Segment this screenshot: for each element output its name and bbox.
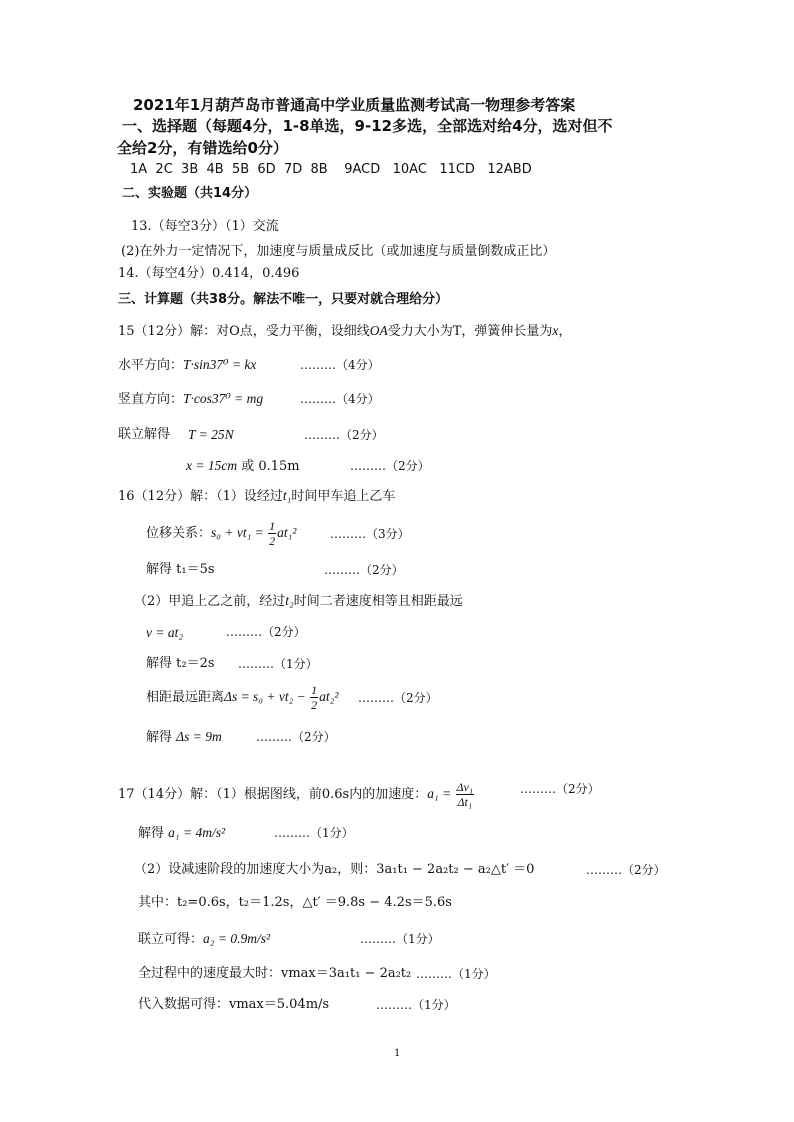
q17-intro: 17（14分）解：（1）根据图线，前0.6s内的加速度：a₁ = $\frac{\text{Δv₁}}{\text{Δt₁}}$ xyxy=(118,780,474,809)
q15-tension-points: ………（2分） xyxy=(304,428,384,442)
q16-t2-result: 解得 t₂＝2s xyxy=(146,656,215,671)
q17-part2-points: ………（2分） xyxy=(586,863,666,877)
q13-part1: 13.（每空3分）（1）交流 xyxy=(131,219,279,234)
q15-vertical: 竖直方向：T·cos37⁰ = mg xyxy=(118,391,264,407)
q17-a2-points: ………（1分） xyxy=(360,932,440,946)
q15-extension-result: x = 15cm 或 0.15m xyxy=(186,458,300,474)
q16-t1-result: 解得 t₁＝5s xyxy=(146,562,215,577)
q16-max-distance-points: ………（2分） xyxy=(358,691,438,705)
q16-velocity-points: ………（2分） xyxy=(226,625,306,639)
q17-part2: （2）设减速阶段的加速度大小为a₂，则：3a₁t₁ − 2a₂t₂ − a₂△t′ ＝0 xyxy=(134,862,535,877)
q17-where: 其中：t₂=0.6s，t₂＝1.2s，△t′ ＝9.8s − 4.2s＝5.6s xyxy=(138,895,452,910)
q16-max-distance: 相距最远距离Δs = s₀ + vt₂ − $\frac{1}{2}$ at₂² xyxy=(146,683,339,712)
q16-t1-points: ………（2分） xyxy=(324,563,404,577)
q16-distance-points: ………（2分） xyxy=(256,730,336,744)
q15-horizontal: 水平方向：T·sin37⁰ = kx xyxy=(118,357,257,373)
section-1-heading: 一、选择题（每题4分，1-8单选，9-12多选，全部选对给4分，选对但不 xyxy=(122,117,613,135)
section-3-heading: 三、计算题（共38分。解法不唯一，只要对就合理给分） xyxy=(118,292,449,307)
q16-part2: （2）甲追上乙之前，经过t₂时间二者速度相等且相距最远 xyxy=(134,593,463,609)
page-title: 2021年1月葫芦岛市普通高中学业质量监测考试高一物理参考答案 xyxy=(133,96,576,114)
q17-vmax-eq: 全过程中的速度最大时：vmax＝3a₁t₁ − 2a₂t₂ xyxy=(138,966,412,981)
q15-vertical-points: ………（4分） xyxy=(300,392,380,406)
q16-intro: 16（12分）解：（1）设经过t₁时间甲车追上乙车 xyxy=(118,488,396,504)
q17-vmax-eq-points: ………（1分） xyxy=(416,967,496,981)
q15-solve-label: 联立解得 xyxy=(118,427,171,442)
section-1-heading-cont: 全给2分，有错选给0分） xyxy=(117,139,288,157)
q17-a1-result-points: ………（1分） xyxy=(274,826,354,840)
choice-answers: 1A 2C 3B 4B 5B 6D 7D 8B 9ACD 10AC 11CD 12ABD xyxy=(130,162,532,177)
section-2-heading: 二、实验题（共14分） xyxy=(122,186,258,201)
q14-answer: 14.（每空4分）0.414，0.496 xyxy=(118,266,300,281)
q15-extension-points: ………（2分） xyxy=(350,459,430,473)
q16-displacement: 位移关系：s₀ + vt₁ = $\frac{1}{2}$ at₁² xyxy=(146,519,297,548)
q16-distance-result: 解得 Δs = 9m xyxy=(146,729,222,745)
q15-tension-result: T = 25N xyxy=(188,427,234,442)
q17-a1-result: 解得 a₁ = 4m/s² xyxy=(138,825,226,841)
q16-displacement-points: ………（3分） xyxy=(330,527,410,541)
q17-a1-points: ………（2分） xyxy=(520,782,600,796)
page-number: 1 xyxy=(394,1048,401,1059)
q17-vmax-result-points: ………（1分） xyxy=(376,998,456,1012)
q17-vmax-result: 代入数据可得：vmax＝5.04m/s xyxy=(138,997,330,1012)
q16-t2-points: ………（1分） xyxy=(238,657,318,671)
q16-velocity-eq: v = at₂ xyxy=(146,625,184,640)
q15-horizontal-points: ………（4分） xyxy=(300,358,380,372)
q13-part2: (2)在外力一定情况下，加速度与质量成反比（或加速度与质量倒数成正比） xyxy=(121,244,556,259)
q17-a2-result: 联立可得：a₂ = 0.9m/s² xyxy=(138,931,270,947)
q15-intro: 15（12分）解：对O点，受力平衡，设细线OA受力大小为T，弹簧伸长量为x， xyxy=(118,323,572,339)
